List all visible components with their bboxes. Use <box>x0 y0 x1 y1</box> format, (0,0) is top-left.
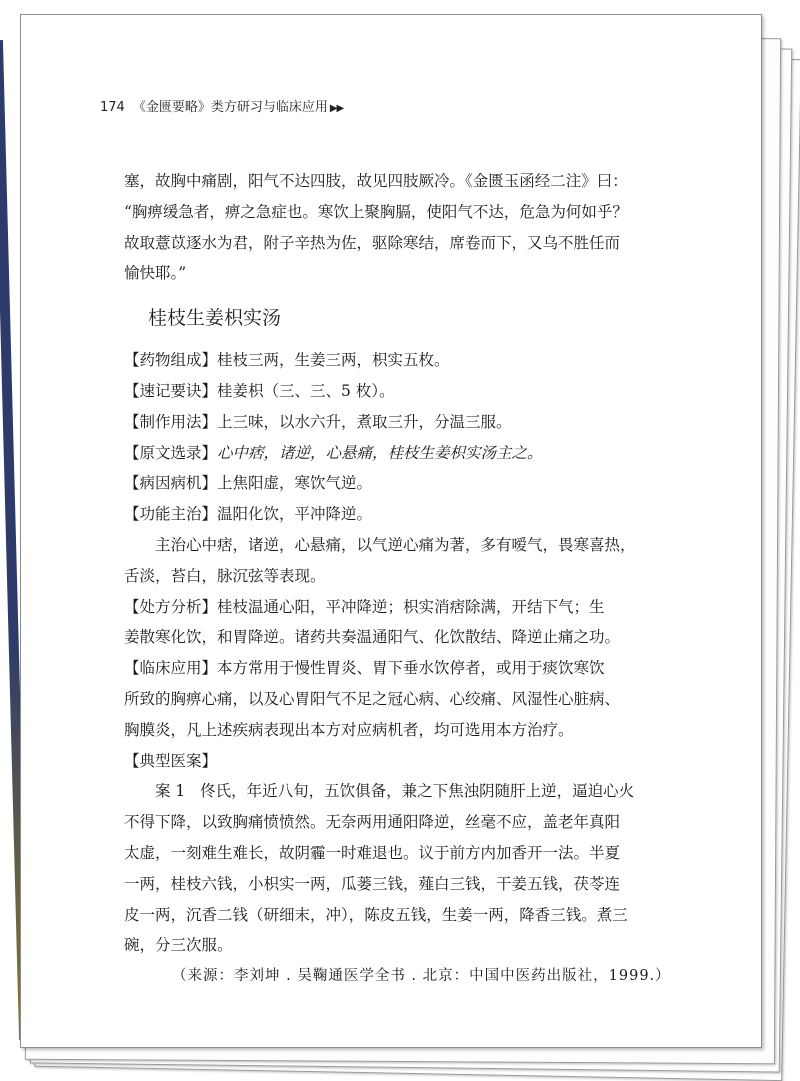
field-function: 【功能主治】温阳化饮，平冲降逆。 <box>124 505 373 524</box>
arrow-icon: ▶▶ <box>329 103 344 114</box>
section-title: 桂枝生姜枳实汤 <box>148 307 282 330</box>
field-text: 桂姜枳（三、三、5 枚）。 <box>217 381 395 400</box>
case-line: 太虚，一刻难生难长，故阴霾一时难退也。议于前方内加香开一法。半夏 <box>124 843 621 862</box>
intro-line: 故取薏苡逐水为君，附子辛热为佐，驱除寒结，席卷而下，又乌不胜任而 <box>124 233 621 252</box>
field-cases: 【典型医案】 <box>124 751 218 770</box>
clinical-line: 所致的胸痹心痛，以及心胃阳气不足之冠心病、心绞痛、风湿性心脏病、 <box>124 689 621 708</box>
field-text: 桂枝三两，生姜三两，枳实五枚。 <box>217 351 450 370</box>
clinical-line: 胸膜炎，凡上述疾病表现出本方对应病机者，均可选用本方治疗。 <box>124 720 574 739</box>
field-label: 病因病机 <box>139 474 202 493</box>
field-text: 温阳化饮，平冲降逆。 <box>217 505 373 524</box>
symptoms-line: 舌淡，苔白，脉沉弦等表现。 <box>124 566 326 585</box>
field-label: 原文选录 <box>139 443 202 462</box>
field-text: 上三味，以水六升，煮取三升，分温三服。 <box>217 412 512 431</box>
field-label: 功能主治 <box>139 505 202 524</box>
case-line: 碗，分三次服。 <box>124 936 233 955</box>
field-mnemonic: 【速记要诀】桂姜枳（三、三、5 枚）。 <box>124 381 395 400</box>
field-original-text: 【原文选录】心中痞，诸逆，心悬痛，桂枝生姜枳实汤主之。 <box>124 443 543 462</box>
case-text: 佟氏，年近八旬，五饮俱备，兼之下焦浊阴随肝上逆，逼迫心火 <box>200 782 635 801</box>
field-label: 处方分析 <box>139 597 202 616</box>
field-text: 心中痞，诸逆，心悬痛，桂枝生姜枳实汤主之。 <box>217 443 543 462</box>
intro-line: “胸痹缓急者，痹之急症也。寒饮上聚胸膈，使阳气不达，危急为何如乎？ <box>124 202 628 221</box>
field-pathogenesis: 【病因病机】上焦阳虚，寒饮气逆。 <box>124 474 373 493</box>
intro-line: 愉快耶。” <box>124 264 187 283</box>
field-text: 桂枝温通心阳，平冲降逆；枳实消痞除满，开结下气；生 <box>217 597 605 616</box>
case-line: 不得下降，以致胸痛愤愤然。无奈两用通阳降逆，丝毫不应，盖老年真阳 <box>124 813 621 832</box>
analysis-line: 姜散寒化饮，和胃降逆。诸药共奏温通阳气、化饮散结、降逆止痛之功。 <box>124 628 621 647</box>
case-line: 皮一两，沉香二钱（研细末，冲），陈皮五钱，生姜一两，降香三钱。煮三 <box>124 905 628 924</box>
case-source: （来源：李刘坤 . 吴鞠通医学全书 . 北京：中国中医药出版社，1999.） <box>172 968 671 985</box>
case-number: 案 1 <box>155 782 186 801</box>
case-line <box>124 776 664 807</box>
field-label: 临床应用 <box>139 659 202 678</box>
field-label: 药物组成 <box>139 351 202 370</box>
field-clinical: 【临床应用】本方常用于慢性胃炎、胃下垂水饮停者，或用于痰饮寒饮 <box>124 659 605 678</box>
field-text: 上焦阳虚，寒饮气逆。 <box>217 474 373 493</box>
field-text: 本方常用于慢性胃炎、胃下垂水饮停者，或用于痰饮寒饮 <box>217 659 605 678</box>
running-header <box>100 96 343 115</box>
field-label: 制作用法 <box>139 412 202 431</box>
symptoms-line: 主治心中痞，诸逆，心悬痛，以气逆心痛为著，多有嗳气，畏寒喜热， <box>155 535 636 554</box>
field-composition: 【药物组成】桂枝三两，生姜三两，枳实五枚。 <box>124 351 450 370</box>
intro-line: 塞，故胸中痛剧，阳气不达四肢，故见四肢厥冷。《金匮玉函经二注》曰： <box>124 172 628 190</box>
field-preparation: 【制作用法】上三味，以水六升，煮取三升，分温三服。 <box>124 412 512 431</box>
page-number: 174 <box>100 100 125 115</box>
field-label: 速记要诀 <box>139 381 202 400</box>
field-label: 典型医案 <box>139 751 202 770</box>
book-title: 《金匮要略》类方研习与临床应用 <box>132 100 328 115</box>
field-analysis: 【处方分析】桂枝温通心阳，平冲降逆；枳实消痞除满，开结下气；生 <box>124 597 605 616</box>
case-line: 一两，桂枝六钱，小枳实一两，瓜蒌三钱，薤白三钱，干姜五钱，茯苓连 <box>124 874 621 893</box>
page-body <box>124 166 671 992</box>
